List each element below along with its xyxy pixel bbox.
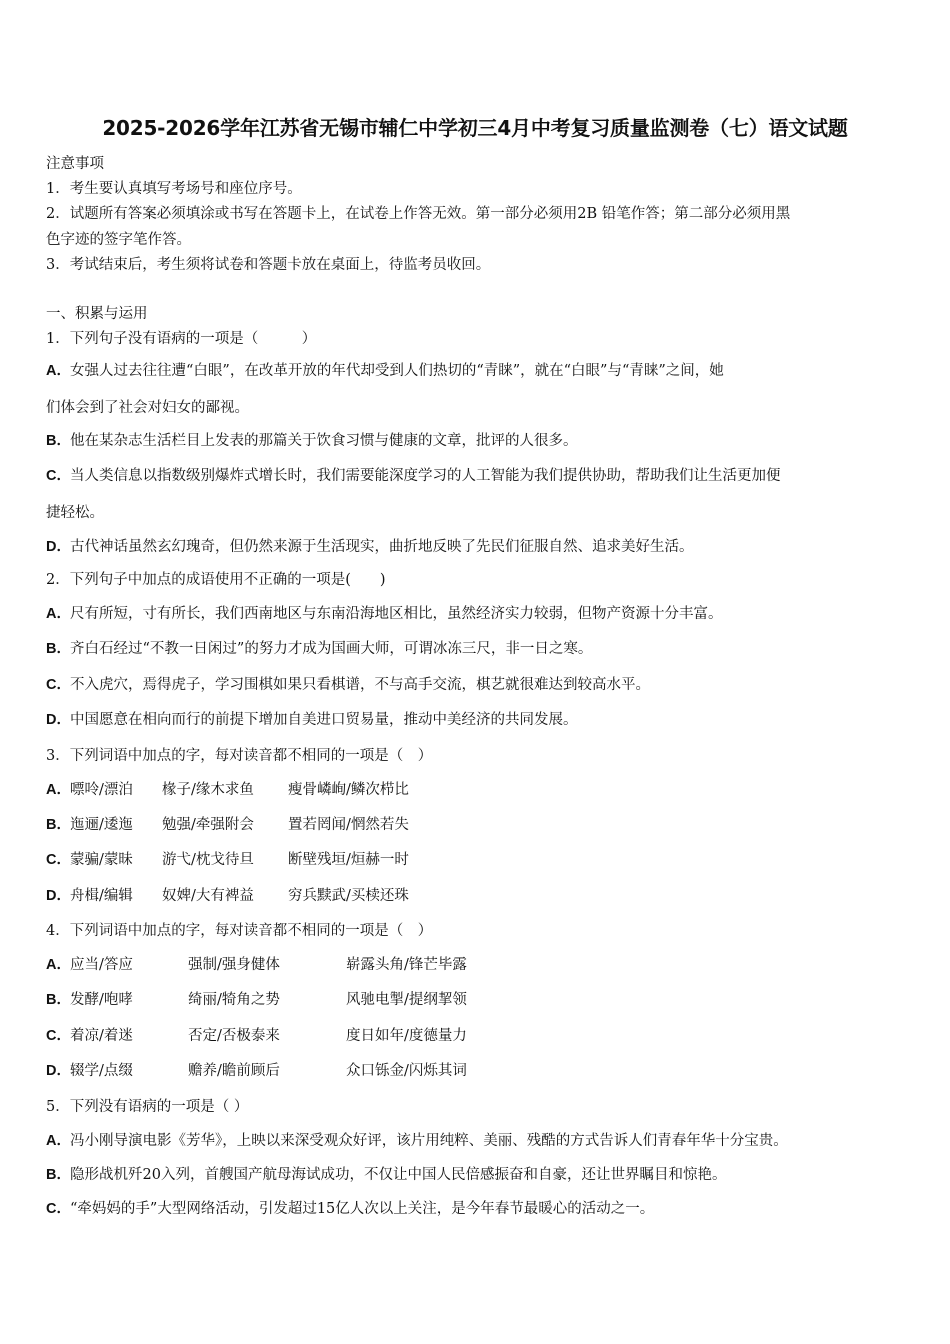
question-1-option-c-cont: 捷轻松。	[46, 505, 104, 521]
question-1-option-b	[46, 429, 578, 450]
option-label: C．	[46, 1028, 71, 1044]
word-pair: 勉强/牵强附会	[162, 817, 254, 833]
option-label: B．	[46, 433, 71, 449]
notice-item: 1．考生要认真填写考场号和座位序号。	[46, 181, 302, 197]
word-pair: 游弋/枕戈待旦	[162, 852, 254, 868]
word-pair: 断壁残垣/烜赫一时	[288, 852, 409, 868]
question-4-option-a	[46, 953, 506, 974]
question-5-option-b	[46, 1163, 726, 1184]
question-5-stem: 5．下列没有语病的一项是（ ）	[46, 1099, 249, 1115]
question-3-option-d	[46, 884, 448, 905]
question-2-option-d	[46, 708, 578, 729]
section-heading: 一、积累与运用	[46, 306, 148, 322]
option-label: C．	[46, 1201, 71, 1217]
option-label: D．	[46, 1063, 71, 1079]
option-text: “牵妈妈的手”大型网络活动，引发超过15亿人次以上关注，是今年春节最暖心的活动之一。	[70, 1201, 655, 1217]
question-2-stem: 2．下列句子中加点的成语使用不正确的一项是( )	[46, 572, 386, 588]
word-pair: 风驰电掣/提纲挈领	[346, 992, 467, 1008]
option-label: C．	[46, 852, 71, 868]
option-text: 隐形战机歼20入列，首艘国产航母海试成功，不仅让中国人民倍感振奋和自豪，还让世界瞩目和惊艳。	[70, 1167, 727, 1183]
question-5-option-a	[46, 1129, 788, 1150]
option-text: 尺有所短，寸有所长，我们西南地区与东南沿海地区相比，虽然经济实力较弱，但物产资源十分丰富。	[70, 606, 723, 622]
word-pair: 蒙骗/蒙昧	[70, 852, 133, 868]
question-2-option-c	[46, 673, 650, 694]
option-label: D．	[46, 539, 71, 555]
option-text: 冯小刚导演电影《芳华》，上映以来深受观众好评，该片用纯粹、美丽、残酷的方式告诉人们青春年华十分宝贵。	[70, 1133, 788, 1149]
question-3-option-b	[46, 813, 448, 834]
option-text: 他在某杂志生活栏目上发表的那篇关于饮食习惯与健康的文章，批评的人很多。	[70, 433, 578, 449]
option-text: 齐白石经过“不教一日闲过”的努力才成为国画大师，可谓冰冻三尺，非一日之寒。	[70, 641, 593, 657]
question-3-option-c	[46, 848, 448, 869]
word-pair: 绮丽/犄角之势	[188, 992, 280, 1008]
notice-item: 2．试题所有答案必须填涂或书写在答题卡上，在试卷上作答无效。第一部分必须用2B 铅笔作答；第二部分必须用黑	[46, 206, 791, 222]
option-text: 古代神话虽然玄幻瑰奇，但仍然来源于生活现实，曲折地反映了先民们征服自然、追求美好生活。	[70, 539, 694, 555]
word-pair: 辍学/点缀	[70, 1063, 133, 1079]
option-text: 不入虎穴，焉得虎子，学习围棋如果只看棋谱，不与高手交流，棋艺就很难达到较高水平。	[70, 677, 650, 693]
word-pair: 椽子/缘木求鱼	[162, 782, 254, 798]
option-label: C．	[46, 468, 71, 484]
word-pair: 众口铄金/闪烁其词	[346, 1063, 467, 1079]
question-3-option-a	[46, 778, 448, 799]
word-pair: 否定/否极泰来	[188, 1028, 280, 1044]
notice-heading: 注意事项	[46, 156, 104, 172]
word-pair: 强制/强身健体	[188, 957, 280, 973]
question-1-option-c	[46, 464, 781, 485]
option-label: B．	[46, 1167, 71, 1183]
page-title: 2025-2026学年江苏省无锡市辅仁中学初三4月中考复习质量监测卷（七）语文试题	[102, 116, 848, 140]
word-pair: 度日如年/度德量力	[346, 1028, 467, 1044]
question-5-option-c	[46, 1197, 654, 1218]
question-4-option-d	[46, 1059, 506, 1080]
question-2-option-b	[46, 637, 592, 658]
question-2-option-a	[46, 602, 723, 623]
word-pair: 置若罔闻/惘然若失	[288, 817, 409, 833]
option-text: 女强人过去往往遭“白眼”，在改革开放的年代却受到人们热切的“青睐”，就在“白眼”与“青睐”之间，她	[70, 363, 724, 379]
word-pair: 嘌呤/漂泊	[70, 782, 133, 798]
option-label: A．	[46, 957, 71, 973]
word-pair: 崭露头角/锋芒毕露	[346, 957, 467, 973]
word-pair: 瘦骨嶙峋/鳞次栉比	[288, 782, 409, 798]
word-pair: 穷兵黩武/买椟还珠	[288, 888, 409, 904]
option-label: B．	[46, 817, 71, 833]
question-3-stem: 3．下列词语中加点的字，每对读音都不相同的一项是（ ）	[46, 748, 433, 764]
question-1-stem: 1．下列句子没有语病的一项是（ ）	[46, 331, 317, 347]
option-text: 中国愿意在相向而行的前提下增加自美进口贸易量，推动中美经济的共同发展。	[70, 712, 578, 728]
notice-item: 色字迹的签字笔作答。	[46, 232, 191, 248]
option-label: A．	[46, 1133, 71, 1149]
notice-item: 3．考试结束后，考生须将试卷和答题卡放在桌面上，待监考员收回。	[46, 257, 491, 273]
word-pair: 赡养/瞻前顾后	[188, 1063, 280, 1079]
question-4-option-b	[46, 988, 506, 1009]
question-1-option-a-cont: 们体会到了社会对妇女的鄙视。	[46, 400, 249, 416]
option-label: A．	[46, 606, 71, 622]
word-pair: 应当/答应	[70, 957, 133, 973]
option-label: D．	[46, 888, 71, 904]
word-pair: 着凉/着迷	[70, 1028, 133, 1044]
option-label: B．	[46, 992, 71, 1008]
option-text: 当人类信息以指数级别爆炸式增长时，我们需要能深度学习的人工智能为我们提供协助，帮助我们让生活更加便	[70, 468, 781, 484]
question-1-option-a	[46, 359, 724, 380]
option-label: A．	[46, 363, 71, 379]
word-pair: 迤逦/逶迤	[70, 817, 133, 833]
word-pair: 发酵/咆哮	[70, 992, 133, 1008]
word-pair: 奴婢/大有裨益	[162, 888, 254, 904]
option-label: A．	[46, 782, 71, 798]
option-label: C．	[46, 677, 71, 693]
option-label: D．	[46, 712, 71, 728]
question-1-option-d	[46, 535, 694, 556]
question-4-stem: 4．下列词语中加点的字，每对读音都不相同的一项是（ ）	[46, 923, 433, 939]
option-label: B．	[46, 641, 71, 657]
word-pair: 舟楫/编辑	[70, 888, 133, 904]
question-4-option-c	[46, 1024, 506, 1045]
